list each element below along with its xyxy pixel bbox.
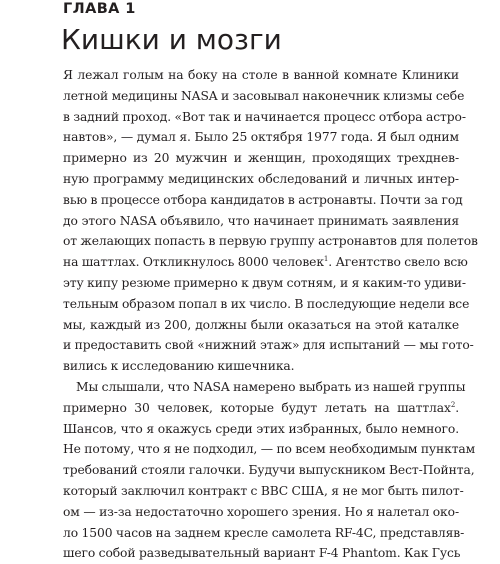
chapter-title: Кишки и мозги (61, 23, 282, 56)
text-line: требований стояли галочки. Будучи выпускником Вест-Пойнта, (63, 463, 475, 478)
text-line: от желающих попасть в первую группу астронавтов для полетов (63, 234, 478, 249)
body-text (63, 65, 478, 564)
text-line: летной медицины NASA и засовывал наконечник клизмы себе (63, 88, 465, 103)
text-line: Я лежал голым на боку на столе в ванной комнате Клиники (63, 68, 459, 82)
text-line: ную программу медицинских обследований и личных интер- (63, 171, 459, 186)
paragraph-1 (63, 65, 478, 377)
text-line: и предоставить свой «нижний этаж» для испытаний — мы гото- (63, 338, 474, 353)
text-line: примерно 30 человек, которые будут летать на шаттлах$^2$. (63, 400, 459, 415)
text-line: навтов», — думал я. Было 25 октября 1977 года. Я был одним (63, 130, 459, 145)
text-line: вью в процессе отбора кандидатов в астронавты. Почти за год (63, 192, 463, 207)
text-line: Мы слышали, что NASA намерено выбрать из нашей группы (76, 379, 466, 394)
text-line: мы, каждый из 200, должны были оказаться на этой каталке (63, 317, 459, 332)
text-line: вились к исследованию кишечника. (63, 359, 295, 374)
footnote-marker-2[interactable]: 2 (450, 400, 456, 409)
text-line: ло 1500 часов на заднем кресле самолета RF-4C, представляв- (63, 525, 465, 540)
text-line: ом — из-за недостаточно хорошего зрения. Но я налетал око- (63, 504, 459, 519)
text-line: который заключил контракт с ВВС США, я не мог быть пилот- (63, 483, 464, 498)
text-line: в задний проход. «Вот так и начинается процесс отбора астро- (63, 109, 466, 124)
footnote-marker-1[interactable]: 1 (323, 255, 329, 264)
text-line: эту кипу резюме примерно к двум сотням, и я каким-то удиви- (63, 275, 466, 290)
text-line: Не потому, что я не подходил, — по всем необходимым пунктам (63, 442, 476, 457)
text-line: Шансов, что я окажусь среди этих избранных, было немного. (63, 421, 459, 436)
text-line: до этого NASA объявило, что начинает принимать заявления (63, 213, 459, 228)
text-line: на шаттлах. Откликнулось 8000 человек$^1$. Агентство свело всю (63, 255, 468, 270)
text-line: тельным образом попал в их число. В последующие недели все (63, 296, 470, 311)
paragraph-2 (63, 377, 476, 564)
text-line: шего собой разведывательный вариант F-4 Phantom. Как Гусь (63, 546, 461, 561)
text-line: примерно из 20 мужчин и женщин, проходящих трехднев- (63, 151, 459, 166)
chapter-label: ГЛАВА 1 (63, 1, 136, 17)
